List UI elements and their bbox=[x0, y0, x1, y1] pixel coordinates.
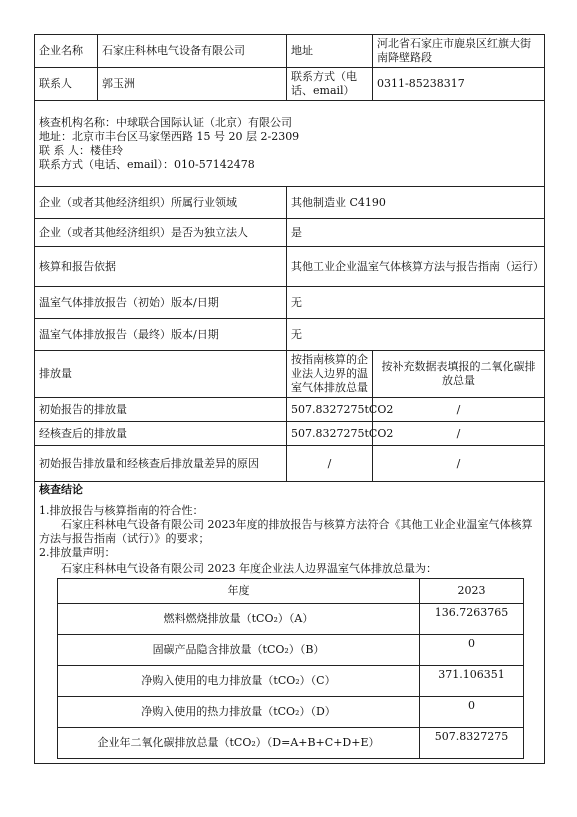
document-page bbox=[34, 34, 544, 764]
verifier-org: 核查机构名称：中球联合国际认证（北京）有限公司 bbox=[39, 115, 292, 129]
summary-table bbox=[57, 578, 524, 759]
conclusion-item1-title: 1.排放报告与核算指南的符合性： bbox=[39, 504, 204, 517]
address-value: 河北省石家庄市鹿泉区红旗大街南降壁路段 bbox=[373, 35, 545, 68]
verifier-phone: 联系方式（电话、email）：010-57142478 bbox=[39, 157, 255, 171]
initial-emission-col1: 507.8327275tCO2 bbox=[287, 398, 373, 422]
address-label: 地址 bbox=[287, 35, 373, 68]
basis-label: 核算和报告依据 bbox=[35, 247, 287, 287]
phone-value: 0311-85238317 bbox=[373, 68, 545, 101]
difference-reason-col2: / bbox=[373, 446, 545, 482]
conclusion-title: 核查结论 bbox=[39, 483, 83, 496]
phone-label: 联系方式（电话、email） bbox=[287, 68, 373, 101]
net-electricity-label: 净购入使用的电力排放量（tCO₂）（C） bbox=[58, 666, 420, 697]
initial-report-value: 无 bbox=[287, 287, 545, 319]
legal-person-label: 企业（或者其他经济组织）是否为独立法人 bbox=[35, 219, 287, 247]
fuel-combustion-label: 燃料燃烧排放量（tCO₂）（A） bbox=[58, 604, 420, 635]
conclusion-item2-title: 2.排放量声明： bbox=[39, 546, 116, 559]
conclusion-item2-intro: 石家庄科林电气设备有限公司 2023 年度企业法人边界温室气体排放总量为： bbox=[61, 562, 437, 575]
industry-label: 企业（或者其他经济组织）所属行业领域 bbox=[35, 187, 287, 219]
verifier-info bbox=[35, 101, 545, 187]
company-name-value: 石家庄科林电气设备有限公司 bbox=[98, 35, 287, 68]
company-name-label: 企业名称 bbox=[35, 35, 98, 68]
conclusion-item1-body: 石家庄科林电气设备有限公司 2023年度的排放报告与核算方法符合《其他工业企业温室气体核算方法与报告指南（试行）》的要求； bbox=[39, 518, 533, 545]
total-emission-value: 507.8327275 bbox=[420, 728, 524, 759]
industry-value: 其他制造业 C4190 bbox=[287, 187, 545, 219]
net-heat-label: 净购入使用的热力排放量（tCO₂）（D） bbox=[58, 697, 420, 728]
difference-reason-label: 初始报告排放量和经核查后排放量差异的原因 bbox=[35, 446, 287, 482]
basis-value: 其他工业企业温室气体核算方法与报告指南（运行） bbox=[287, 247, 545, 287]
conclusion-section bbox=[35, 482, 545, 764]
carbon-fixed-value: 0 bbox=[420, 635, 524, 666]
summary-year-header-label: 年度 bbox=[58, 579, 420, 604]
verifier-address: 地址：北京市丰台区马家堡西路 15 号 20 层 2-2309 bbox=[39, 129, 300, 143]
legal-person-value: 是 bbox=[287, 219, 545, 247]
emissions-col2-header: 按补充数据表填报的二氧化碳排放总量 bbox=[373, 351, 545, 398]
initial-report-label: 温室气体排放报告（初始）版本/日期 bbox=[35, 287, 287, 319]
total-emission-label: 企业年二氧化碳排放总量（tCO₂）（D=A+B+C+D+E） bbox=[58, 728, 420, 759]
fuel-combustion-value: 136.7263765 bbox=[420, 604, 524, 635]
verifier-contact: 联 系 人：楼佳玲 bbox=[39, 143, 123, 157]
carbon-fixed-label: 固碳产品隐含排放量（tCO₂）（B） bbox=[58, 635, 420, 666]
verification-table bbox=[34, 34, 545, 764]
final-report-label: 温室气体排放报告（最终）版本/日期 bbox=[35, 319, 287, 351]
emissions-col1-header: 按指南核算的企业法人边界的温室气体排放总量 bbox=[287, 351, 373, 398]
initial-emission-col2: / bbox=[373, 398, 545, 422]
verified-emission-col1: 507.8327275tCO2 bbox=[287, 422, 373, 446]
verified-emission-label: 经核查后的排放量 bbox=[35, 422, 287, 446]
contact-value: 郭玉洲 bbox=[98, 68, 287, 101]
emissions-header-label: 排放量 bbox=[35, 351, 287, 398]
contact-label: 联系人 bbox=[35, 68, 98, 101]
verified-emission-col2: / bbox=[373, 422, 545, 446]
summary-year-value: 2023 bbox=[420, 579, 524, 604]
difference-reason-col1: / bbox=[287, 446, 373, 482]
initial-emission-label: 初始报告的排放量 bbox=[35, 398, 287, 422]
net-heat-value: 0 bbox=[420, 697, 524, 728]
final-report-value: 无 bbox=[287, 319, 545, 351]
net-electricity-value: 371.106351 bbox=[420, 666, 524, 697]
